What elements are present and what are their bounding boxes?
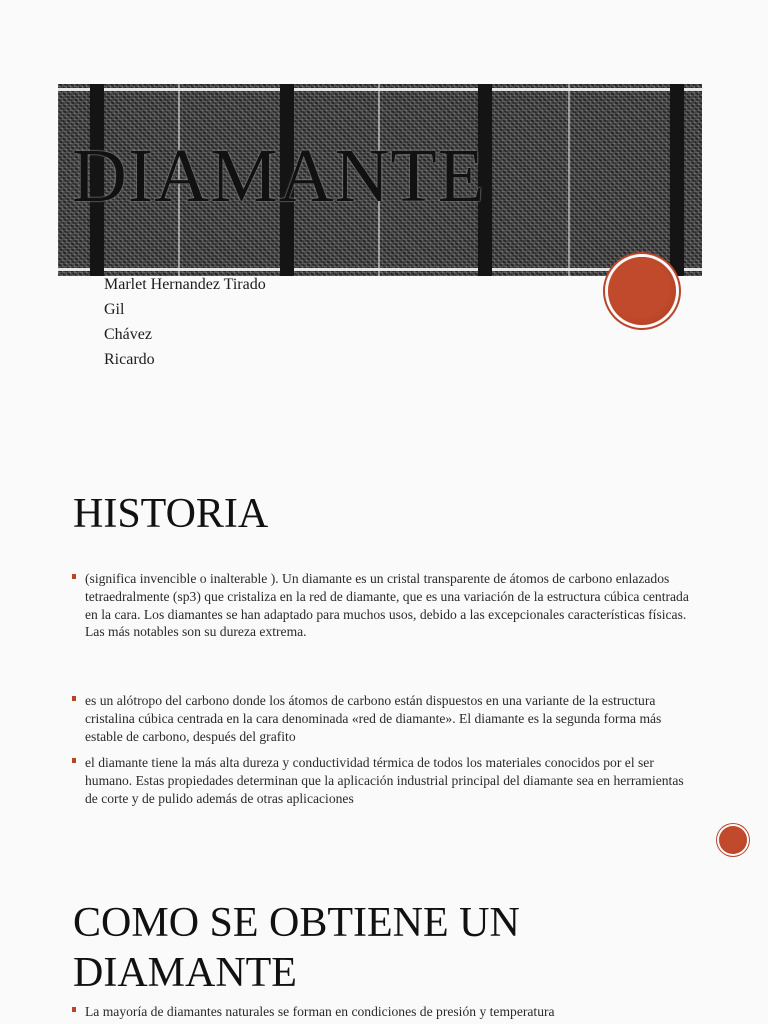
banner-bar <box>670 84 684 276</box>
author-name: Gil <box>104 301 125 318</box>
bullet-text: el diamante tiene la más alta dureza y conductividad térmica de todos los materiales conocidos por el ser humano. Estas propiedades determinan que la aplicación industrial principal del diamante sea en herramientas de corte y de pulido además de otras aplicaciones <box>85 755 684 806</box>
bullet-text: La mayoría de diamantes naturales se forman en condiciones de presión y temperatura <box>85 1004 555 1019</box>
author-name: Chávez <box>104 326 152 343</box>
historia-bullet-list <box>72 570 692 641</box>
decorative-circle-small <box>719 826 747 854</box>
banner-stripe <box>568 84 570 276</box>
section-heading-obtiene: COMO SE OBTIENE UN DIAMANTE <box>73 900 520 996</box>
obtiene-bullet-list <box>72 1003 692 1021</box>
bullet-marker <box>72 574 76 579</box>
historia-bullet-list-2 <box>72 692 692 808</box>
bullet-marker <box>72 696 76 701</box>
bullet-text: es un alótropo del carbono donde los átomos de carbono están dispuestos en una variante de la estructura cristalina cúbica centrada en la cara denominada «red de diamante». El diamante es la segunda forma más estable de carbono, después del grafito <box>85 693 662 744</box>
author-list <box>104 272 266 372</box>
bullet-item <box>72 692 692 745</box>
bullet-item <box>72 570 692 641</box>
section-heading-historia: HISTORIA <box>73 491 269 537</box>
slide-title: DIAMANTE <box>72 134 486 218</box>
author-name: Marlet Hernandez Tirado <box>104 276 266 293</box>
banner-line <box>58 268 702 271</box>
banner-line <box>58 88 702 91</box>
bullet-item <box>72 1003 692 1021</box>
bullet-text: (significa invencible o inalterable ). Un diamante es un cristal transparente de átomos de carbono enlazados tetraedralmente (sp3) que cristaliza en la red de diamante, que es una variación de la estructura cúbica centrada en la cara. Los diamantes se han adaptado para muchos usos, debido a las excepcionales características físicas. Las más notables son su dureza extrema. <box>85 571 689 640</box>
bullet-marker <box>72 1007 76 1012</box>
decorative-circle <box>608 257 676 325</box>
bullet-item <box>72 754 692 807</box>
author-name: Ricardo <box>104 351 155 368</box>
bullet-marker <box>72 758 76 763</box>
